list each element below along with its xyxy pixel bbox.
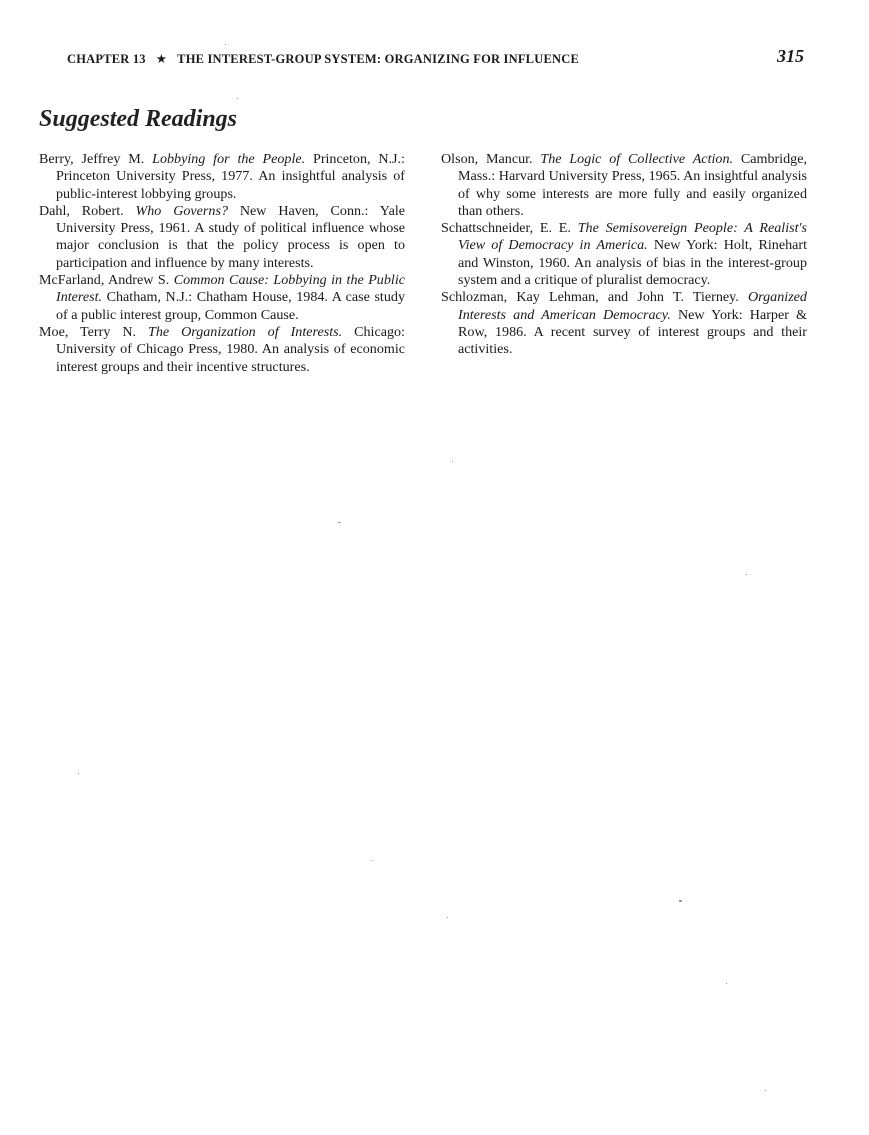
readings-right-column (441, 151, 807, 359)
entry-title: Who Governs? (135, 202, 229, 219)
entry-details: Chicago: University of Chicago Press, 1980. An analysis of economic interest groups and their incentive structures. (56, 323, 405, 375)
entry-details: New York: Harper & Row, 1986. A recent survey of interest groups and their activities. (458, 306, 808, 358)
running-head (67, 46, 807, 69)
entry-title: Organized Interests and American Democracy. (458, 289, 807, 323)
chapter-title: THE INTEREST-GROUP SYSTEM: ORGANIZING FOR INFLUENCE (177, 52, 579, 66)
reading-entry (39, 151, 405, 203)
entry-author: Dahl, Robert. (39, 202, 124, 219)
scan-speck (371, 860, 372, 861)
section-title: Suggested Readings (39, 106, 238, 132)
entry-author: Olson, Mancur. (441, 151, 533, 167)
scan-speck (452, 461, 453, 462)
page-number: 315 (777, 46, 804, 66)
scan-speck (338, 522, 341, 523)
entry-details: New York: Holt, Rinehart and Winston, 1960. An analysis of bias in the interest-group system and a critique of pluralist democracy. (458, 237, 807, 289)
scan-speck (78, 773, 79, 774)
scan-speck (225, 44, 226, 45)
entry-details: Chatham, N.J.: Chatham House, 1984. A case study of a public interest group, Common Cause. (56, 289, 405, 323)
chapter-label: CHAPTER 13 (67, 52, 146, 66)
entry-title: Lobbying for the People. (152, 151, 306, 167)
reading-entry (441, 151, 807, 220)
entry-details: Princeton, N.J.: Princeton University Press, 1977. An insightful analysis of public-interest lobbying groups. (56, 151, 405, 202)
reading-entry (441, 289, 807, 358)
entry-details: New Haven, Conn.: Yale University Press, 1961. A study of political influence whose major conclusion is that the policy process is open to participation and influence by many interests. (56, 202, 405, 271)
entry-title: The Logic of Collective Action. (540, 151, 734, 167)
scan-speck (237, 98, 238, 99)
reading-entry (39, 324, 405, 376)
star-separator-icon: ★ (155, 52, 168, 66)
scan-speck (765, 1090, 766, 1091)
scan-speck (726, 983, 727, 984)
reading-entry (39, 203, 405, 272)
scan-speck (679, 900, 682, 902)
entry-title: The Semisovereign People: A Realist's View of Democracy in America. (458, 220, 808, 254)
reading-entry (39, 272, 405, 324)
readings-left-column (39, 151, 405, 376)
entry-author: Moe, Terry N. (39, 323, 137, 340)
entry-author: McFarland, Andrew S. (39, 272, 170, 289)
entry-title: Common Cause: Lobbying in the Public Interest. (56, 272, 405, 306)
entry-author: Schattschneider, E. E. (441, 220, 571, 237)
scan-speck (447, 917, 448, 918)
entry-title: The Organization of Interests. (147, 323, 343, 340)
scan-speck (746, 574, 747, 575)
entry-author: Schlozman, Kay Lehman, and John T. Tierney. (441, 289, 739, 306)
reading-entry (441, 220, 807, 289)
entry-author: Berry, Jeffrey M. (39, 151, 145, 167)
running-head-text (67, 51, 579, 67)
entry-details: Cambridge, Mass.: Harvard University Press, 1965. An insightful analysis of why some interests are more fully and easily organized than others. (458, 151, 807, 219)
